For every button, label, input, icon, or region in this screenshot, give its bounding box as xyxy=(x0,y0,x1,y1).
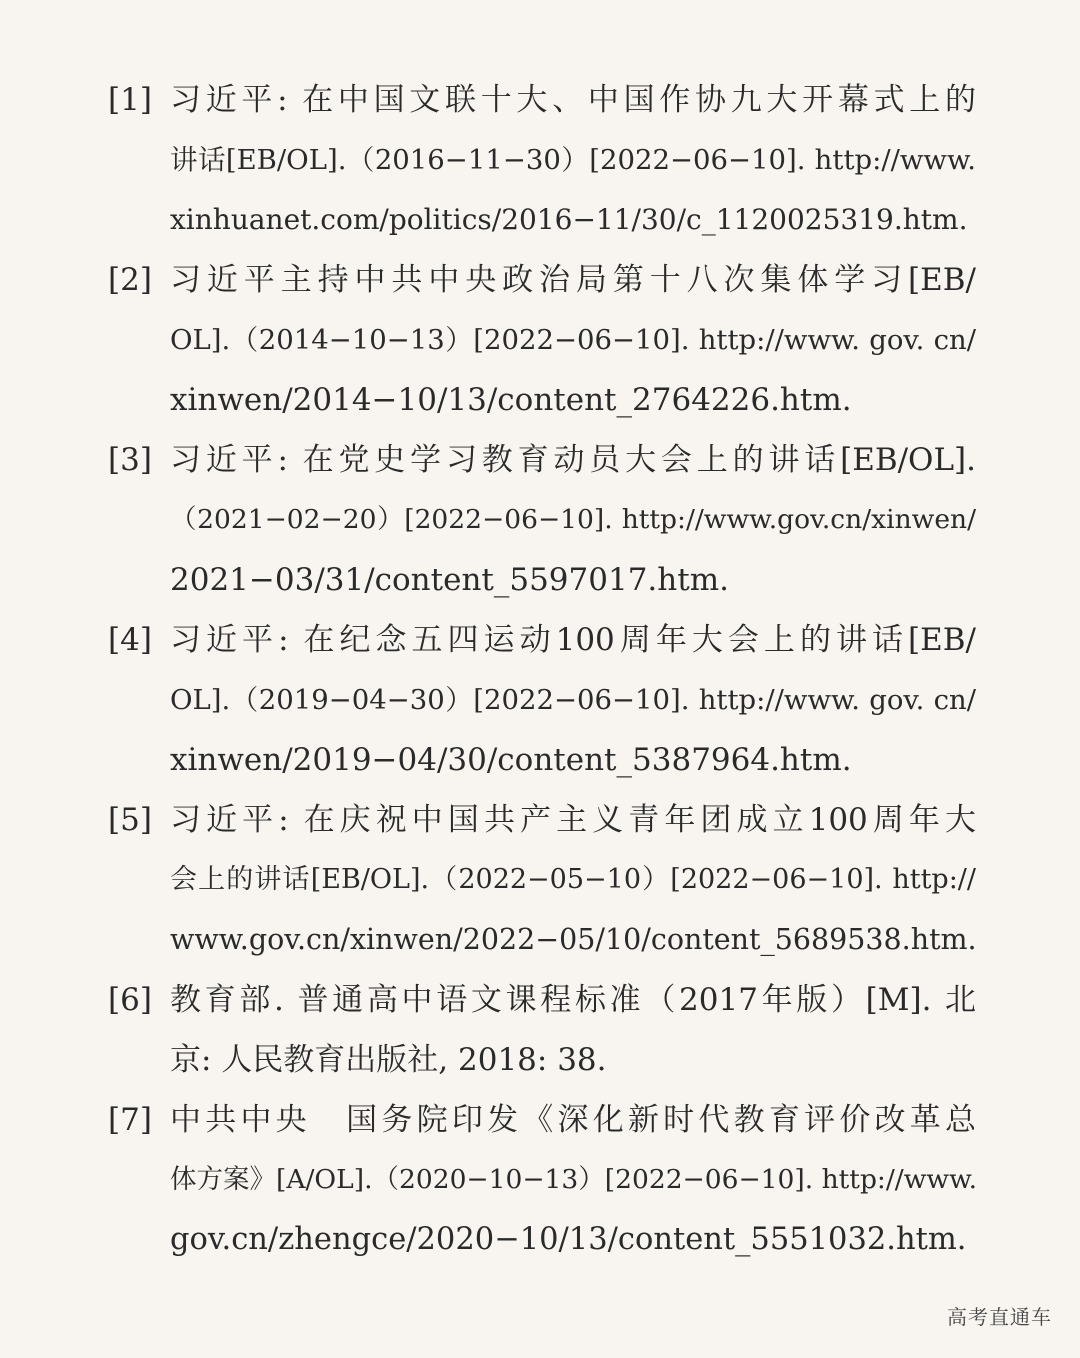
reference-line: 习近平: 在党史学习教育动员大会上的讲话[EB/OL]. xyxy=(170,442,976,478)
reference-line: 2021−03/31/content_5597017.htm. xyxy=(170,562,729,598)
reference-number: [7] xyxy=(108,1102,152,1138)
reference-line: 中共中央 国务院印发《深化新时代教育评价改革总 xyxy=(170,1102,976,1138)
reference-line: xinwen/2019−04/30/content_5387964.htm. xyxy=(170,742,852,778)
reference-line: 体方案》[A/OL].（2020−10−13）[2022−06−10]. http://www. xyxy=(170,1164,978,1195)
reference-line: OL].（2014−10−13）[2022−06−10]. http://www. gov. cn/ xyxy=(170,324,976,356)
reference-line: 习近平主持中共中央政治局第十八次集体学习[EB/ xyxy=(170,262,976,298)
reference-number: [5] xyxy=(108,802,152,838)
reference-line: gov.cn/zhengce/2020−10/13/content_5551032.htm. xyxy=(170,1222,967,1257)
reference-line: xinhuanet.com/politics/2016−11/30/c_1120025319.htm. xyxy=(170,203,968,236)
reference-line: www.gov.cn/xinwen/2022−05/10/content_5689538.htm. xyxy=(170,923,977,956)
reference-number: [3] xyxy=(108,442,152,478)
reference-line: 讲话[EB/OL].（2016−11−30）[2022−06−10]. http://www. xyxy=(170,144,976,176)
reference-line: 京: 人民教育出版社, 2018: 38. xyxy=(170,1042,607,1078)
reference-number: [6] xyxy=(108,982,152,1018)
reference-line: xinwen/2014−10/13/content_2764226.htm. xyxy=(170,382,852,418)
reference-line: 教育部. 普通高中语文课程标准（2017年版）[M]. 北 xyxy=(170,982,976,1018)
reference-line: （2021−02−20）[2022−06−10]. http://www.gov.cn/xinwen/ xyxy=(170,504,976,535)
reference-line: OL].（2019−04−30）[2022−06−10]. http://www. gov. cn/ xyxy=(170,684,976,716)
reference-line: 习近平: 在庆祝中国共产主义青年团成立100周年大 xyxy=(170,802,976,838)
reference-line: 会上的讲话[EB/OL].（2022−05−10）[2022−06−10]. http:// xyxy=(170,864,976,895)
watermark-text: 高考直通车 xyxy=(947,1305,1052,1329)
reference-number: [4] xyxy=(108,622,152,658)
reference-line: 习近平: 在中国文联十大、中国作协九大开幕式上的 xyxy=(170,82,976,118)
reference-number: [2] xyxy=(108,262,152,298)
reference-line: 习近平: 在纪念五四运动100周年大会上的讲话[EB/ xyxy=(170,622,976,658)
reference-number: [1] xyxy=(108,82,152,118)
